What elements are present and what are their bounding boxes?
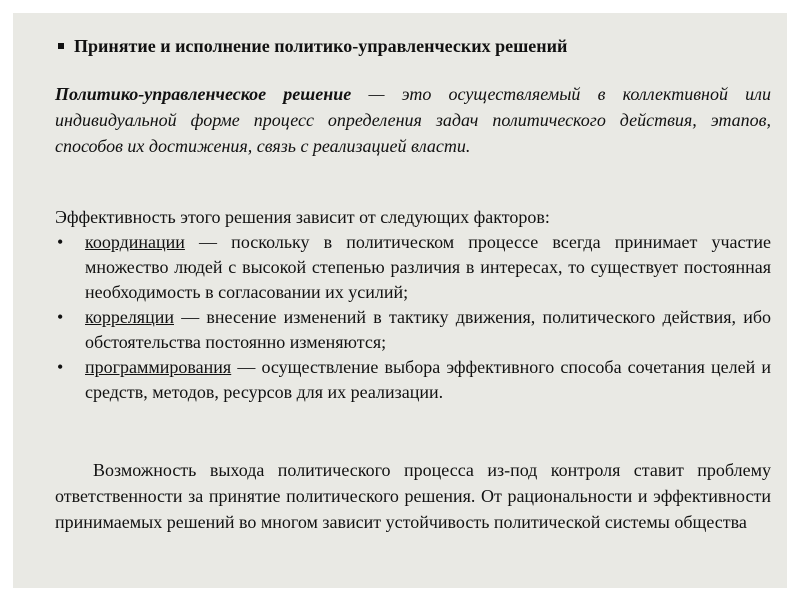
- list-item: [55, 305, 771, 355]
- slide-heading: [58, 33, 778, 59]
- factor-text: — осуществление выбора эффективного способа сочетания целей и средств, методов, ресурсов для их реализации.: [85, 357, 771, 402]
- factor-keyword: координации: [85, 232, 185, 252]
- square-bullet-icon: [58, 43, 64, 49]
- list-item: [55, 230, 771, 305]
- slide: [13, 13, 787, 588]
- heading-text: Принятие и исполнение политико-управленческих решений: [74, 36, 568, 56]
- bullet-icon: •: [57, 232, 64, 252]
- factor-keyword: программирования: [85, 357, 232, 377]
- definition-paragraph: [55, 81, 771, 159]
- factors-list: [55, 230, 771, 405]
- bullet-icon: •: [57, 357, 64, 377]
- factor-text: — поскольку в политическом процессе всегда принимает участие множество людей с высокой степенью различия в интересах, то существует постоянная необходимость в согласовании их усилий;: [85, 232, 771, 302]
- closing-paragraph: Возможность выхода политического процесса из-под контроля ставит проблему ответственности за принятие политического решения. От рациональности и эффективности принимаемых решений во многом зависит устойчивость политической системы общества: [55, 460, 771, 532]
- definition-term: Политико-управленческое решение: [55, 84, 352, 104]
- factors-intro: Эффективность этого решения зависит от следующих факторов:: [55, 207, 550, 227]
- list-item: [55, 355, 771, 405]
- definition-body: — это осуществляемый в коллективной или индивидуальной форме процесс определения задач политического действия, этапов, способов их достижения, связь с реализацией власти.: [55, 84, 771, 156]
- bullet-icon: •: [57, 307, 64, 327]
- factor-keyword: корреляции: [85, 307, 174, 327]
- factor-text: — внесение изменений в тактику движения, политического действия, ибо обстоятельства постоянно изменяются;: [85, 307, 771, 352]
